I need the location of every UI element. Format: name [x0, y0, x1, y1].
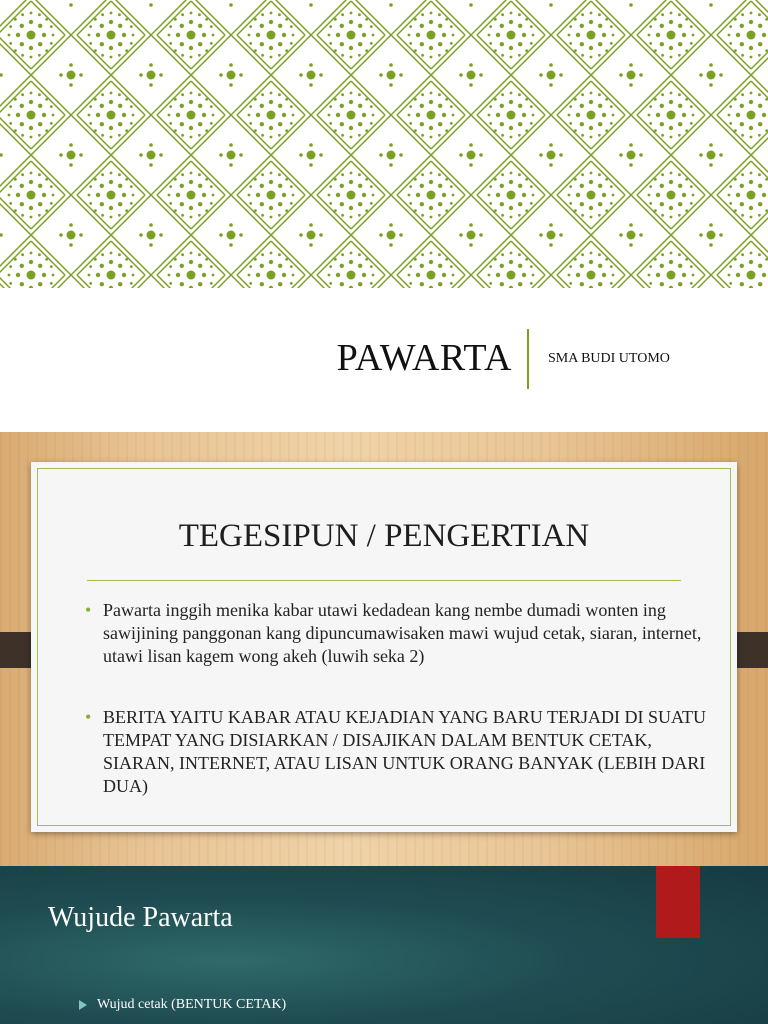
bullet-text: BERITA YAITU KABAR ATAU KEJADIAN YANG BARU TERJADI DI SUATU TEMPAT YANG DISIARKAN / DISAJIKAN DALAM BENTUK CETAK, SIARAN, INTERNET, ATAU LISAN UNTUK ORANG BANYAK (LEBIH DARI DUA) [103, 707, 706, 796]
slide-definition [0, 432, 768, 866]
slide-heading: Wujude Pawarta [48, 902, 233, 933]
heading-divider [87, 580, 681, 581]
presentation-title: PAWARTA [336, 337, 512, 379]
presentation-subtitle: SMA BUDI UTOMO [548, 351, 670, 366]
bullet-dot-icon: • [85, 707, 92, 727]
slide-heading: TEGESIPUN / PENGERTIAN [178, 518, 590, 554]
bullet-item [85, 599, 713, 668]
red-accent-bar [656, 866, 700, 938]
bullet-text: Wujud cetak (BENTUK CETAK) [97, 997, 287, 1012]
bullet-text: Pawarta inggih menika kabar utawi kedadean kang nembe dumadi wonten ing sawijining panggonan kang dipuncumawisaken mawi wujud cetak, siaran, internet, utawi lisan kagem wong akeh (luwih seka 2) [103, 600, 702, 666]
triangle-bullet-icon [79, 1000, 87, 1010]
decorative-pattern [0, 0, 768, 288]
bullet-item [80, 997, 287, 1013]
slide-forms [0, 866, 768, 1024]
content-card [31, 462, 737, 832]
bullet-dot-icon: • [85, 600, 92, 620]
title-divider [527, 329, 529, 389]
bullet-item [85, 706, 713, 798]
slide-title [0, 0, 768, 432]
